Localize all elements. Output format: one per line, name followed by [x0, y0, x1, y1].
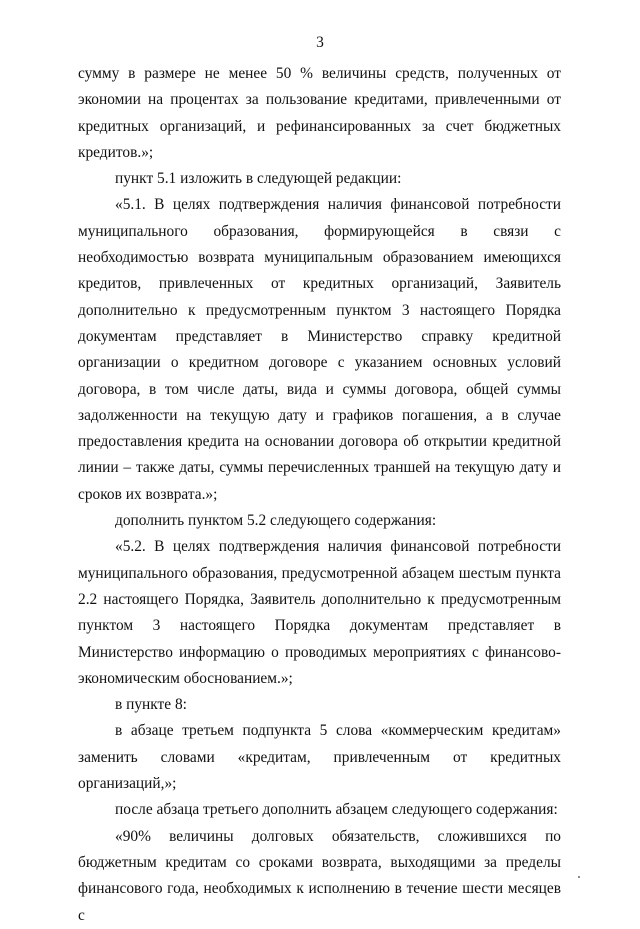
paragraph-item-5-2-text: «5.2. В целях подтверждения наличия финансовой потребности муниципального образования, предусмотренной абзацем шестым пункта 2.2 настоящего Порядка, Заявитель дополнительно к предусмотренным пунктом 3 настоящего Порядка документам представляет в Министерство информацию о проводимых мероприятиях с финансово-экономическим обоснованием.»; — [78, 538, 561, 687]
scan-speck — [578, 876, 580, 878]
paragraph-item-5-2-instruction: дополнить пунктом 5.2 следующего содержания: — [115, 512, 437, 530]
page-number: 3 — [316, 34, 324, 51]
paragraph-continuation: сумму в размере не менее 50 % величины средств, полученных от экономии на процентах за пользование кредитами, привлеченными от кредитных организаций, и рефинансированных за счет бюджетных кредитов.»; — [78, 65, 561, 161]
paragraph-new-abzac-text: «90% величины долговых обязательств, сложившихся по бюджетным кредитам со сроками возврата, выходящими за пределы финансового года, необходимых к исполнению в течение шести месяцев с — [78, 827, 561, 924]
paragraph-item-8-instruction: в пункте 8: — [115, 696, 187, 714]
paragraph-item-5-1-text: «5.1. В целях подтверждения наличия финансовой потребности муниципального образования, формирующейся в связи с необходимостью возврата муниципальным образованием имеющихся кредитов, привлеченных от кредитных организаций, Заявитель дополнительно к предусмотренным пунктом 3 настоящего Порядка документам представляет в Министерство справку кредитной организации о кредитном договоре с указанием основных условий договора, в том числе даты, вида и суммы договора, общей суммы задолженности на текущую дату и графиков погашения, а в случае предоставления кредита на основании договора об открытии кредитной линии – также даты, суммы перечисленных траншей на текущую дату и сроков их возврата.»; — [78, 196, 561, 503]
paragraph-item-8-subitem-5: в абзаце третьем подпункта 5 слова «коммерческим кредитам» заменить словами «кредитам, привлеченным от кредитных организаций,»; — [78, 722, 561, 793]
paragraph-add-abzac-instruction: после абзаца третьего дополнить абзацем следующего содержания: — [115, 801, 558, 819]
document-body — [78, 61, 561, 929]
paragraph-item-5-1-instruction: пункт 5.1 изложить в следующей редакции: — [115, 170, 402, 188]
